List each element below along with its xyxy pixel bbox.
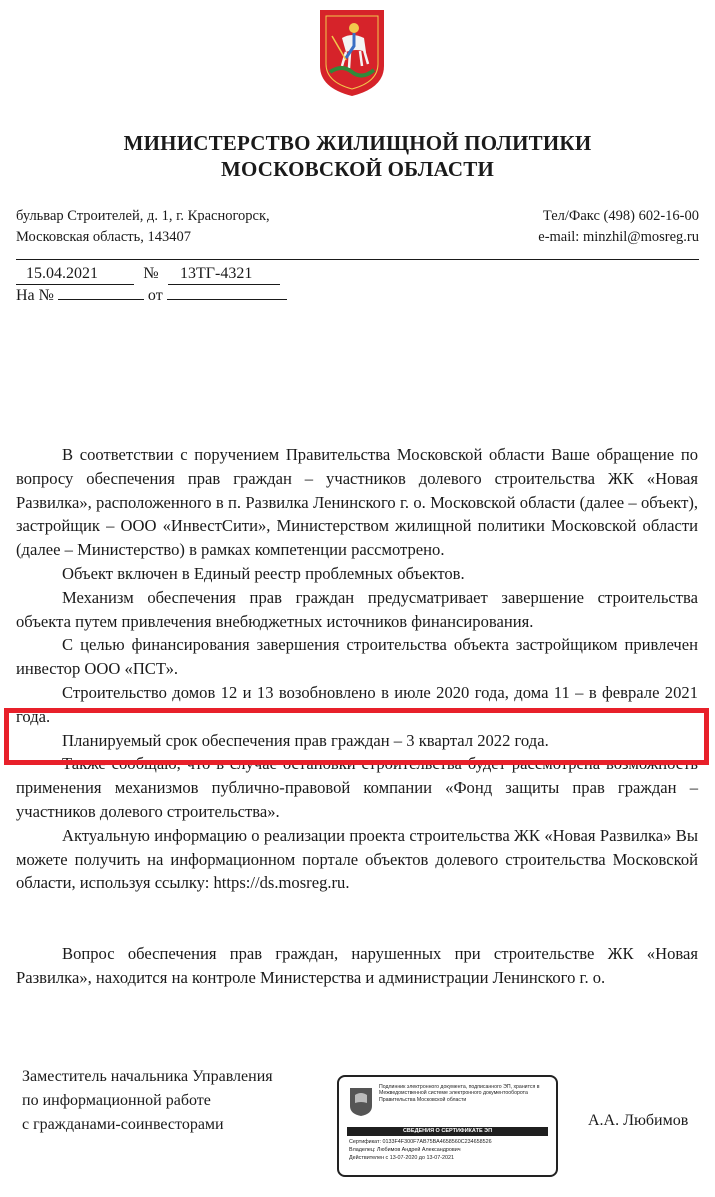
reply-date-blank	[167, 299, 287, 300]
registration-date: 15.04.2021	[16, 264, 134, 285]
stamp-owner: Владелец: Любимов Андрей Александрович	[349, 1147, 461, 1153]
header-divider	[16, 259, 699, 260]
stamp-certificate: Сертификат: 0133F4F300F7AB75BA4658560C234658526	[349, 1139, 492, 1145]
paragraph-9: Вопрос обеспечения прав граждан, нарушенных при строительстве ЖК «Новая Развилка», находится на контроле Министерства и администрации Ленинского г. о.	[16, 944, 698, 987]
paragraph-3: Механизм обеспечения прав граждан предусматривает завершение строительства объекта путем привлечения внебюджетных источников финансирования.	[16, 587, 698, 631]
phone-fax: Тел/Факс (498) 602-16-00	[542, 208, 699, 224]
letter-body	[16, 443, 698, 895]
paragraph-5: Строительство домов 12 и 13 возобновлено в июле 2020 года, дома 11 – в феврале 2021 года.	[16, 682, 698, 726]
registration-line	[16, 264, 280, 285]
highlight-box	[4, 708, 709, 765]
paragraph-8: Актуальную информацию о реализации проекта строительства ЖК «Новая Развилка» Вы можете получить на информационном портале объектов долевого строительства Московской области, используя ссылку: https://ds.mosreg.ru.	[16, 825, 698, 893]
from-label: от	[147, 287, 163, 304]
stamp-validity: Действителен с 13-07-2020 до 13-07-2021	[349, 1155, 455, 1161]
paragraph-4: С целью финансирования завершения строительства объекта застройщиком привлечен инвестор ООО «ПСТ».	[16, 635, 698, 679]
stamp-header-text: Подлинник электронного документа, подписанного ЭП, хранится в Межведомственной системе электронного документооборота Правительства Московской области	[379, 1084, 540, 1103]
address-block	[16, 206, 270, 248]
ministry-title	[0, 130, 715, 182]
stamp-title: СВЕДЕНИЯ О СЕРТИФИКАТЕ ЭП	[347, 1127, 548, 1136]
position-line3: с гражданами-соинвесторами	[22, 1116, 224, 1133]
registration-number: 13ТГ-4321	[168, 264, 280, 285]
reply-number-blank	[58, 299, 144, 300]
stamp-emblem-icon	[349, 1087, 373, 1117]
number-label: №	[143, 265, 159, 282]
signatory-name: А.А. Любимов	[588, 1112, 689, 1129]
position-line1: Заместитель начальника Управления	[22, 1068, 273, 1085]
paragraph-1: В соответствии с поручением Правительства Московской области Ваше обращение по вопросу обеспечения прав граждан – участников долевого строительства ЖК «Новая Развилка», расположенного в п. Развилка Ленинского г. о. Московской области (далее – объект), застройщик – ООО «ИнвестСити», Министерством жилищной политики Московской области (далее – Министерство) в рамках компетенции рассмотрено.	[16, 445, 698, 560]
coat-of-arms-emblem	[316, 8, 388, 98]
signatory-position	[22, 1065, 273, 1137]
control-paragraph	[16, 942, 698, 990]
position-line2: по информационной работе	[22, 1092, 211, 1109]
reply-line	[16, 286, 287, 306]
email: e-mail: minzhil@mosreg.ru	[538, 229, 699, 245]
paragraph-6: Планируемый срок обеспечения прав граждан – 3 квартал 2022 года.	[62, 730, 549, 750]
address-line2: Московская область, 143407	[16, 229, 191, 245]
ministry-title-line2: МОСКОВСКОЙ ОБЛАСТИ	[221, 157, 494, 181]
contacts-block	[538, 206, 699, 248]
electronic-signature-stamp	[337, 1075, 558, 1177]
paragraph-7: Также сообщаю, что в случае остановки строительства будет рассмотрена возможность применения механизмов публично-правовой компании «Фонд защиты прав граждан – участников долевого строительства».	[16, 754, 698, 821]
reply-label: На №	[16, 287, 54, 304]
ministry-title-line1: МИНИСТЕРСТВО ЖИЛИЩНОЙ ПОЛИТИКИ	[123, 131, 592, 155]
paragraph-2: Объект включен в Единый реестр проблемных объектов.	[62, 563, 465, 583]
address-line1: бульвар Строителей, д. 1, г. Красногорск,	[16, 208, 270, 224]
